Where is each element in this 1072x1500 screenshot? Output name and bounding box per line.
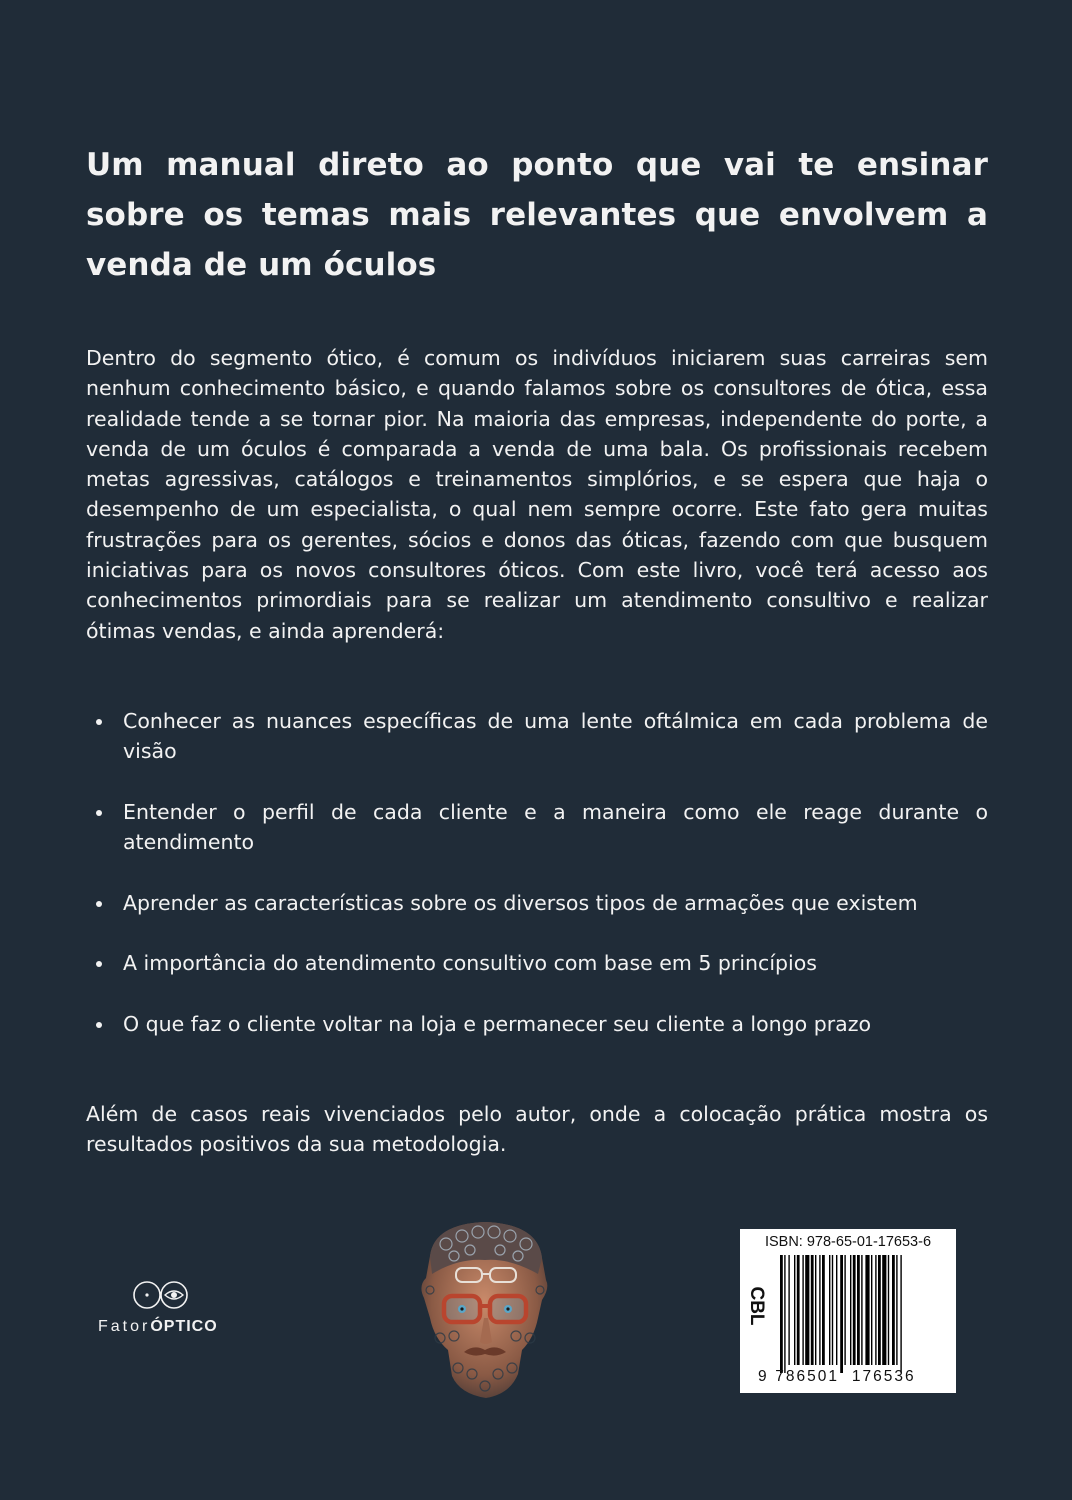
barcode-bar: [850, 1255, 851, 1365]
feature-item: O que faz o cliente voltar na loja e permanecer seu cliente a longo prazo: [86, 1009, 988, 1039]
barcode-bar: [857, 1255, 860, 1365]
feature-item: Conhecer as nuances específicas de uma lente oftálmica em cada problema de visão: [86, 706, 988, 767]
barcode-bar: [815, 1255, 816, 1365]
barcode-digits-group1: 786501: [775, 1368, 839, 1385]
mosaic-face-with-glasses-icon: [410, 1218, 560, 1400]
feature-list: [86, 706, 988, 1070]
barcode-bar: [871, 1255, 872, 1365]
barcode-digit-first: 9: [758, 1368, 767, 1385]
feature-item: A importância do atendimento consultivo com base em 5 princípios: [86, 948, 988, 978]
barcode-bar: [829, 1255, 830, 1365]
barcode-bar: [822, 1255, 825, 1365]
barcode-bar: [819, 1255, 820, 1365]
feature-item: Entender o perfil de cada cliente e a maneira como ele reage durante o atendimento: [86, 797, 988, 858]
barcode-bar: [882, 1255, 886, 1365]
barcode-bar: [875, 1255, 876, 1365]
barcode-bar: [844, 1255, 845, 1365]
eye-lens-icon: [132, 1280, 192, 1312]
barcode-bar: [794, 1255, 795, 1365]
barcode-bar: [784, 1255, 785, 1373]
logo-word-light: Fator: [98, 1318, 151, 1335]
barcode-bar: [780, 1255, 783, 1373]
barcode-digits: [758, 1368, 954, 1386]
barcode-bar: [788, 1255, 789, 1365]
barcode-bar: [865, 1255, 869, 1365]
barcode-bar: [853, 1255, 856, 1365]
barcode-bar: [840, 1255, 843, 1373]
barcode-bar: [861, 1255, 862, 1365]
headline: Um manual direto ao ponto que vai te ensinar sobre os temas mais relevantes que envolvem a venda de um óculos: [86, 147, 988, 283]
barcode-bar: [802, 1255, 803, 1365]
barcode-bar: [888, 1255, 889, 1365]
logo-word-bold: ÓPTICO: [150, 1318, 218, 1335]
isbn-barcode: [740, 1229, 956, 1393]
barcode-digits-group2: 176536: [851, 1368, 916, 1385]
barcode-bar: [811, 1255, 814, 1365]
closing-paragraph: Além de casos reais vivenciados pelo autor, onde a colocação prática mostra os resultados positivos da sua metodologia.: [86, 1102, 988, 1157]
barcode-bar: [878, 1255, 881, 1365]
isbn-label: ISBN: 978-65-01-17653-6: [764, 1234, 932, 1250]
barcode-bar: [896, 1255, 897, 1365]
publisher-logo: [98, 1280, 228, 1340]
barcode-bar: [805, 1255, 809, 1365]
barcode-bar: [892, 1255, 895, 1365]
publisher-mark: CBL: [746, 1286, 767, 1326]
barcode-bar: [797, 1255, 800, 1365]
barcode-bar: [900, 1255, 901, 1373]
barcode-bar: [832, 1255, 833, 1365]
feature-item: Aprender as características sobre os diversos tipos de armações que existem: [86, 888, 988, 918]
logo-wordmark: [98, 1318, 218, 1336]
barcode-bar: [836, 1255, 837, 1365]
intro-paragraph: Dentro do segmento ótico, é comum os indivíduos iniciarem suas carreiras sem nenhum conhecimento básico, e quando falamos sobre os consultores de ótica, essa realidade tende a se tornar pior. Na maioria das empresas, independente do porte, a venda de um óculos é comparada a venda de uma bala. Os profissionais recebem metas agressivas, catálogos e treinamentos simplórios, e se espera que haja o desempenho de um especialista, o qual nem sempre ocorre. Este fato gera muitas frustrações para os gerentes, sócios e donos das óticas, fazendo com que busquem iniciativas para os novos consultores óticos. Com este livro, você terá acesso aos conhecimentos primordiais para se realizar um atendimento consultivo e realizar ótimas vendas, e ainda aprenderá:: [86, 346, 988, 643]
